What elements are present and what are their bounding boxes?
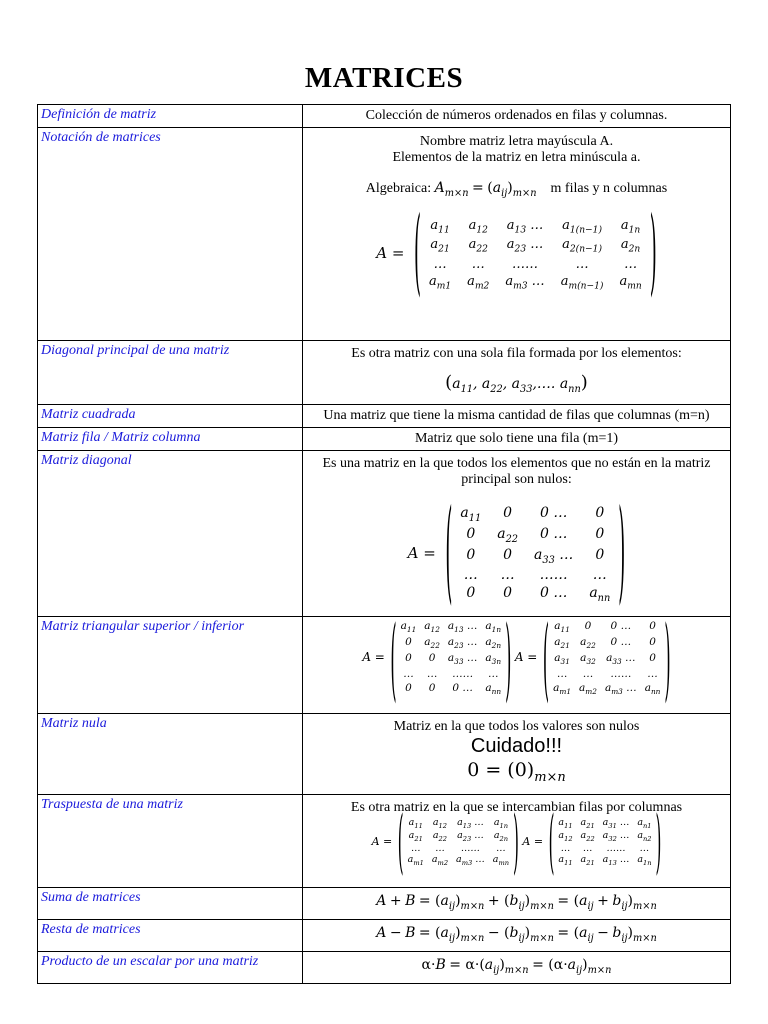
desc-text: Es otra matriz con una sola fila formada por los elementos: (351, 346, 682, 361)
desc-cell (303, 714, 731, 795)
desc-text: Matriz en la que todos los valores son nulos (393, 719, 640, 734)
term-cell: Matriz diagonal (38, 451, 303, 617)
algebraic-label: Algebraica: (365, 181, 432, 196)
desc-cell: Colección de números ordenados en filas y columnas. (303, 105, 731, 128)
matrix-formula: A = ( $a_{11}$ 0 0 … 0 0 $a_{22}$ 0 … 0 0 0 $a_{33}$ … 0 … … …… … 0 0 0 … $a_{nn}$ ) (407, 489, 626, 620)
sum-formula: $A + B = (a_{ij})_{m\times n} + (b_{ij})_{m\times n} = (a_{ij} + b_{ij})_{m\times n}$ (303, 888, 731, 920)
table-row (38, 428, 731, 451)
table-row (38, 952, 731, 984)
triangular-formulas: A = ( $a_{11}$ $a_{12}$ $a_{13}$ … $a_{1n}$ 0 $a_{22}$ $a_{23}$ … $a_{2n}$ 0 0 $a_{33}$ … $a_{3n}$ … … …… … 0 0 0 … $a_{nn}$ ) A = ( $a_{11}$ 0 0 … 0 $a_{21}$ $a_{22}$ 0 … 0 $a_{31}$ $a_{32}$ $a_{33}$ … 0 … … …… … $a_{m1}$ $a_{m2}$ $a_{m3}$ … $a_{nn}$ ) (362, 604, 671, 712)
term-cell: Definición de matriz (38, 105, 303, 128)
desc-cell (303, 451, 731, 620)
matrices-table (37, 104, 731, 984)
term-cell: Diagonal principal de una matriz (38, 341, 303, 405)
table-row (38, 451, 731, 617)
table-row (38, 795, 731, 888)
term-cell: Matriz fila / Matriz columna (38, 428, 303, 451)
desc-line: Elementos de la matriz en letra minúscula a. (392, 150, 641, 165)
page-title: MATRICES (304, 62, 464, 94)
desc-line: Nombre matriz letra mayúscula A. (419, 134, 614, 149)
subtraction-formula: $A - B = (a_{ij})_{m\times n} - (b_{ij})_{m\times n} = (a_{ij} - b_{ij})_{m\times n}$ (303, 920, 731, 952)
warning-text: Cuidado!!! (470, 735, 563, 757)
scalar-product-formula: $\alpha\cdot B = \alpha\cdot(a_{ij})_{m\times n} = (\alpha\cdot a_{ij})_{m\times n}$ (303, 952, 731, 984)
desc-text: Es otra matriz en la que se intercambian filas por columnas (350, 800, 683, 815)
null-formula: $0 = (0)_{m\times n}$ (467, 759, 566, 785)
diagonal-formula: ($a_{11}$, $a_{22}$, $a_{33},\dots$. $a_{nn}$) (445, 372, 588, 395)
term-cell: Traspuesta de una matriz (38, 795, 303, 888)
term-cell: Notación de matrices (38, 128, 303, 341)
term-cell: Matriz cuadrada (38, 405, 303, 428)
table-row (38, 920, 731, 952)
desc-cell: Matriz que solo tiene una fila (m=1) (303, 428, 731, 451)
table-row (38, 105, 731, 128)
table-row (38, 341, 731, 405)
desc-cell (303, 604, 731, 714)
desc-text: Es una matriz en la que todos los elementos que no están en la matriz principal son nulos: (322, 456, 711, 487)
term-cell: Matriz nula (38, 714, 303, 795)
table-row (38, 714, 731, 795)
desc-cell: Una matriz que tiene la misma cantidad de filas que columnas (m=n) (303, 405, 731, 428)
algebraic-notation: Algebraica: $A_{m\times n} = (a_{ij})_{m\times n}$ m filas y n columnas (365, 180, 668, 199)
term-cell: Suma de matrices (38, 888, 303, 920)
desc-cell (303, 341, 731, 405)
table-row (38, 617, 731, 714)
term-cell: Resta de matrices (38, 920, 303, 952)
table-row (38, 888, 731, 920)
table-row (38, 405, 731, 428)
transpose-formulas: A = ( $a_{11}$ $a_{12}$ $a_{13}$ … $a_{1n}$ $a_{21}$ $a_{22}$ $a_{23}$ … $a_{2n}$ … … …… … $a_{m1}$ $a_{m2}$ $a_{m3}$ … $a_{mn}$ ) A = ( $a_{11}$ $a_{21}$ $a_{31}$ … $a_{n1}$ $a_{12}$ $a_{22}$ $a_{32}$ … $a_{n2}$ … … …… … $a_{11}$ $a_{21}$ $a_{13}$ … $a_{1n}$ ) (371, 800, 662, 884)
desc-cell (303, 128, 731, 341)
algebraic-note: m filas y n columnas (550, 181, 668, 196)
term-cell: Producto de un escalar por una matriz (38, 952, 303, 984)
desc-cell (303, 795, 731, 888)
term-cell: Matriz triangular superior / inferior (38, 617, 303, 714)
table-row (38, 128, 731, 341)
matrix-formula: A = ( $a_{11}$ $a_{12}$ $a_{13}$ … $a_{1(n-1)}$ $a_{1n}$ $a_{21}$ $a_{22}$ $a_{23}$ … $a_{2(n-1)}$ $a_{2n}$ … … …… … … $a_{m1}$ $a_{m2}$ $a_{m3}$ … $a_{m(n-1)}$ $a_{mn}$ ) (376, 200, 657, 310)
